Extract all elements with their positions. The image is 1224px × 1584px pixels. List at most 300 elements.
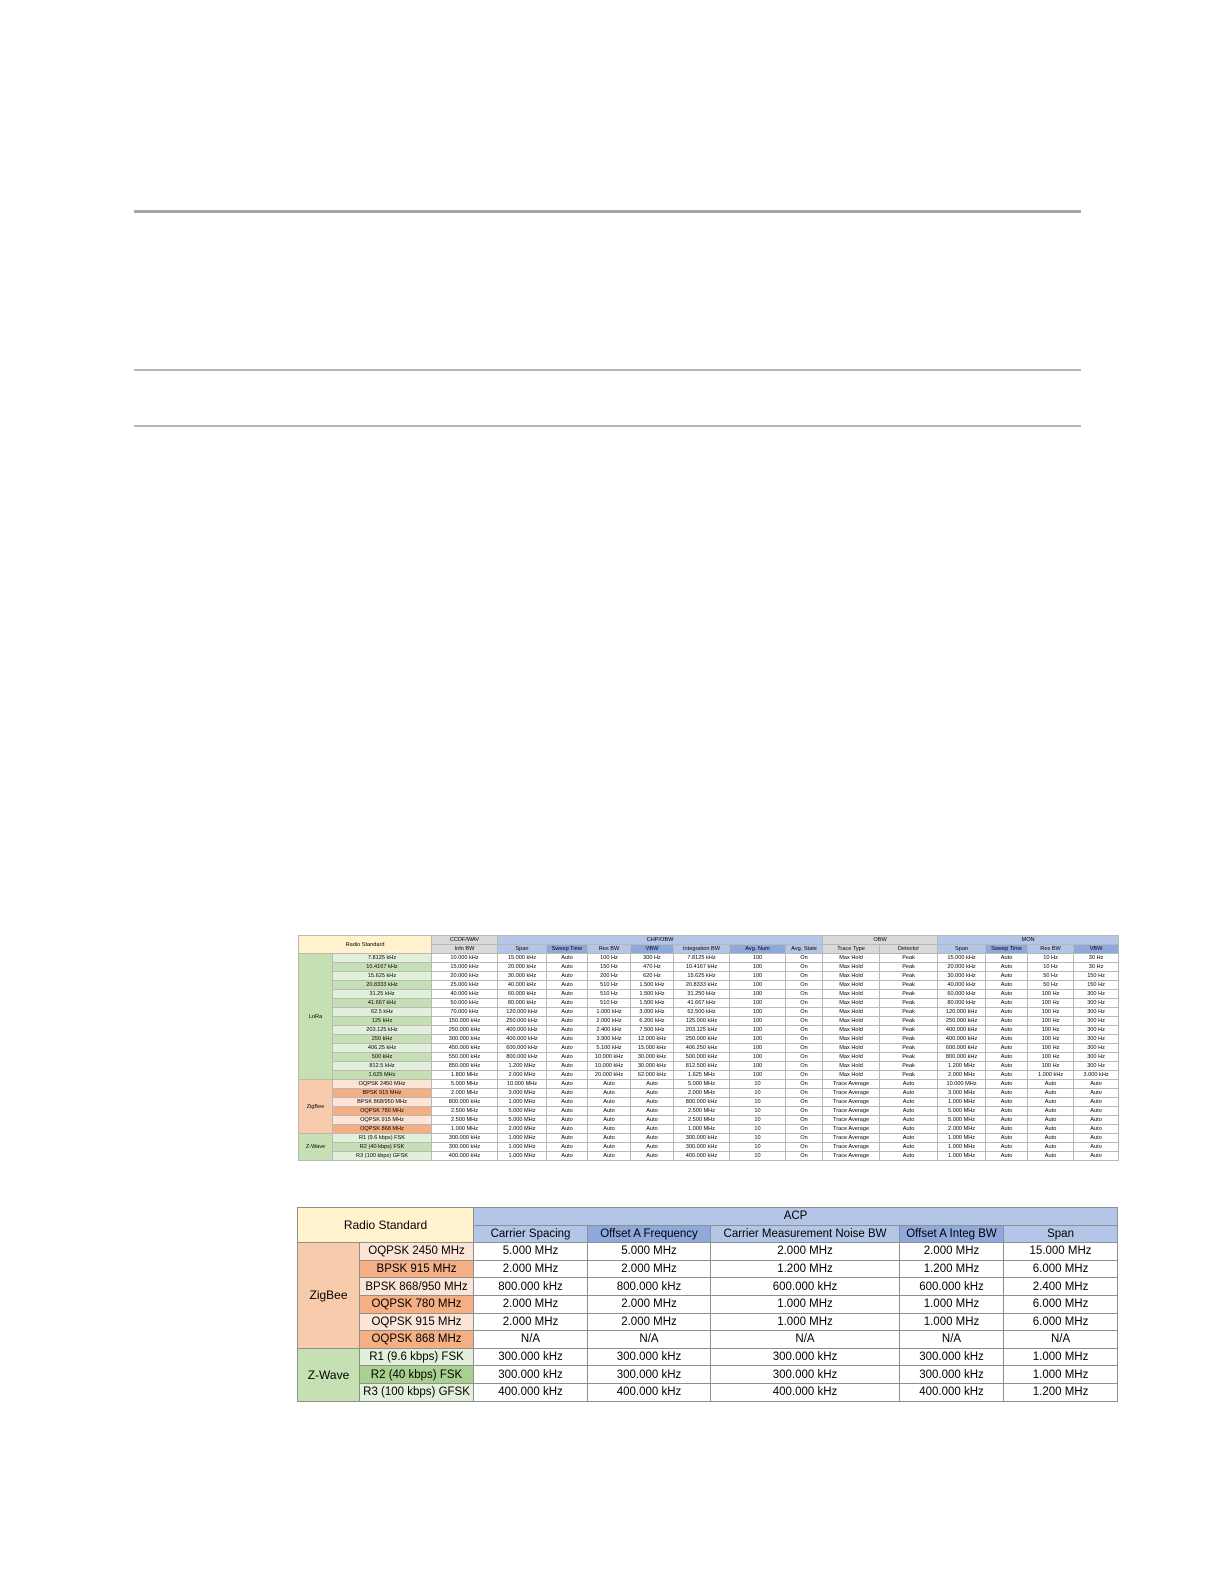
table-cell: 62.500 kHz (674, 1008, 730, 1017)
table-cell: Peak (880, 1062, 938, 1071)
table-cell: Auto (986, 1026, 1028, 1035)
table-cell: Trace Average (823, 1125, 880, 1134)
table-cell: Auto (588, 1125, 631, 1134)
table-cell: 15.625 kHz (674, 972, 730, 981)
row-label: 125 kHz (333, 1017, 432, 1026)
table-cell: Auto (631, 1134, 674, 1143)
col-header-res-bw: Res BW (588, 945, 631, 954)
table-cell: Trace Average (823, 1098, 880, 1107)
table-cell: Auto (1028, 1089, 1074, 1098)
row-label: OQPSK 2450 MHz (333, 1080, 432, 1089)
table-row (298, 1243, 1118, 1261)
table-cell: Peak (880, 954, 938, 963)
table-cell: Auto (986, 1152, 1028, 1161)
row-label: R2 (40 kbps) FSK (333, 1143, 432, 1152)
table-cell: 2.000 MHz (588, 1260, 711, 1278)
table-cell: 150.000 kHz (432, 1017, 498, 1026)
table-cell: 7.500 kHz (631, 1026, 674, 1035)
table-cell: On (786, 1008, 823, 1017)
table-cell: 2.500 MHz (674, 1116, 730, 1125)
table-cell: Trace Average (823, 1116, 880, 1125)
table-cell: 10 (730, 1116, 786, 1125)
table-cell: 100 (730, 1008, 786, 1017)
table-cell: Auto (986, 1143, 1028, 1152)
table-cell: Trace Average (823, 1143, 880, 1152)
table-cell: 1.000 MHz (674, 1125, 730, 1134)
table-cell: Trace Average (823, 1080, 880, 1089)
table-cell: 100 Hz (1028, 1017, 1074, 1026)
table-row (298, 1295, 1118, 1313)
table-cell: Auto (547, 999, 588, 1008)
table-cell: Auto (1074, 1152, 1119, 1161)
acp-radio-standard-header: Radio Standard (298, 1208, 474, 1243)
table-cell: 203.125 kHz (674, 1026, 730, 1035)
table-cell: N/A (1004, 1331, 1118, 1349)
table-cell: 60.000 kHz (498, 990, 547, 999)
table-cell: 800.000 kHz (474, 1278, 588, 1296)
table-cell: 800.000 kHz (588, 1278, 711, 1296)
table-cell: Auto (986, 990, 1028, 999)
table-cell: 250.000 kHz (674, 1035, 730, 1044)
table-cell: Auto (547, 954, 588, 963)
table-cell: Auto (986, 1098, 1028, 1107)
row-label: BPSK 915 MHz (360, 1260, 474, 1278)
table-cell: Auto (1074, 1098, 1119, 1107)
table-row (299, 1008, 1119, 1017)
table-cell: Peak (880, 1071, 938, 1080)
acp-col-header-span: Span (1004, 1225, 1118, 1243)
table-cell: 150 Hz (1074, 981, 1119, 990)
table-cell: Auto (547, 1152, 588, 1161)
table-cell: Max Hold (823, 1071, 880, 1080)
table-cell: On (786, 1062, 823, 1071)
col-header-avg-num: Avg. Num (730, 945, 786, 954)
table-cell: 1.200 MHz (1004, 1383, 1118, 1401)
table-cell: 2.000 MHz (938, 1125, 986, 1134)
table-cell: Auto (631, 1125, 674, 1134)
table-cell: Trace Average (823, 1134, 880, 1143)
table-cell: On (786, 1152, 823, 1161)
table-cell: Auto (631, 1107, 674, 1116)
acp-col-header-offset-a-integ-bw: Offset A Integ BW (900, 1225, 1004, 1243)
table-cell: Auto (880, 1080, 938, 1089)
table-cell: Auto (547, 1143, 588, 1152)
table-cell: Auto (1028, 1152, 1074, 1161)
table-cell: Auto (986, 1116, 1028, 1125)
table-cell: 300.000 kHz (711, 1366, 900, 1384)
row-label: 15.625 kHz (333, 972, 432, 981)
table-cell: Auto (547, 990, 588, 999)
table-cell: On (786, 1035, 823, 1044)
table-cell: 100 Hz (588, 954, 631, 963)
table-cell: 10 (730, 1125, 786, 1134)
table-cell: 5.000 MHz (674, 1080, 730, 1089)
table-cell: 120.000 kHz (498, 1008, 547, 1017)
group-header-mon: MON (938, 936, 1119, 945)
table-cell: 150 Hz (588, 963, 631, 972)
table-cell: Auto (547, 1017, 588, 1026)
table-row (299, 1089, 1119, 1098)
radio-standard-header: Radio Standard (299, 936, 432, 954)
table-row (299, 1098, 1119, 1107)
table-cell: 100 (730, 999, 786, 1008)
table-cell: Max Hold (823, 972, 880, 981)
table-cell: 3.000 MHz (498, 1089, 547, 1098)
table-cell: Auto (986, 981, 1028, 990)
table-cell: 2.000 MHz (674, 1089, 730, 1098)
table-cell: Auto (880, 1089, 938, 1098)
table-cell: 30.000 kHz (498, 972, 547, 981)
table-cell: 12.000 kHz (631, 1035, 674, 1044)
row-label: OQPSK 868 MHz (333, 1125, 432, 1134)
table-cell: 1.200 MHz (900, 1260, 1004, 1278)
table-cell: 3.000 MHz (938, 1089, 986, 1098)
table-cell: 62.000 kHz (631, 1071, 674, 1080)
table-cell: 2.000 MHz (498, 1071, 547, 1080)
table-cell: 1.000 MHz (498, 1134, 547, 1143)
table-cell: 1.000 MHz (498, 1143, 547, 1152)
table-cell: Auto (631, 1116, 674, 1125)
parameter-table (298, 935, 1119, 1161)
table-cell: Auto (547, 1116, 588, 1125)
table-cell: 600.000 kHz (711, 1278, 900, 1296)
table-row (299, 963, 1119, 972)
table-cell: 300 Hz (1074, 1044, 1119, 1053)
table-cell: 30 Hz (1074, 954, 1119, 963)
table-cell: 2.000 MHz (900, 1243, 1004, 1261)
table-cell: 250.000 kHz (432, 1026, 498, 1035)
table-cell: Auto (880, 1152, 938, 1161)
table-cell: 2.000 kHz (588, 1017, 631, 1026)
acp-col-header-carrier-spacing: Carrier Spacing (474, 1225, 588, 1243)
table-cell: 400.000 kHz (474, 1383, 588, 1401)
table-cell: N/A (474, 1331, 588, 1349)
group-header-obw: OBW (823, 936, 938, 945)
table-cell: On (786, 1089, 823, 1098)
table-cell: Auto (547, 1026, 588, 1035)
table-cell: 40.000 kHz (432, 990, 498, 999)
table-cell: 20.000 kHz (938, 963, 986, 972)
row-label: R2 (40 kbps) FSK (360, 1366, 474, 1384)
table-cell: Max Hold (823, 954, 880, 963)
table-cell: 1.000 kHz (588, 1008, 631, 1017)
table-cell: 1.000 MHz (938, 1143, 986, 1152)
table-cell: 100 (730, 963, 786, 972)
table-cell: Max Hold (823, 1035, 880, 1044)
table-cell: 20.8333 kHz (674, 981, 730, 990)
table-cell: 100 (730, 1017, 786, 1026)
acp-col-header-noise-bw: Carrier Measurement Noise BW (711, 1225, 900, 1243)
middle-rule (134, 369, 1081, 371)
table-cell: 300.000 kHz (711, 1348, 900, 1366)
table-cell: 400.000 kHz (498, 1026, 547, 1035)
table-cell: 300 Hz (1074, 1026, 1119, 1035)
table-cell: 20.000 kHz (588, 1071, 631, 1080)
row-label: 500 kHz (333, 1053, 432, 1062)
table-cell: 2.400 MHz (1004, 1278, 1118, 1296)
table-cell: 10 (730, 1143, 786, 1152)
table-cell: 300 Hz (1074, 1008, 1119, 1017)
table-cell: Auto (547, 1053, 588, 1062)
table-cell: 3.000 kHz (631, 1008, 674, 1017)
table-cell: N/A (711, 1331, 900, 1349)
table-row (299, 990, 1119, 999)
table-row (298, 1331, 1118, 1349)
table-cell: Auto (986, 1080, 1028, 1089)
group-header-row (299, 936, 1119, 945)
table-cell: 2.000 MHz (588, 1295, 711, 1313)
row-label: OQPSK 915 MHz (333, 1116, 432, 1125)
table-cell: 1.000 MHz (711, 1313, 900, 1331)
table-cell: On (786, 999, 823, 1008)
table-cell: 6.000 MHz (1004, 1313, 1118, 1331)
table-cell: 100 Hz (1028, 1044, 1074, 1053)
table-cell: 40.000 kHz (938, 981, 986, 990)
table-cell: 50.000 kHz (432, 999, 498, 1008)
table-cell: 400.000 kHz (674, 1152, 730, 1161)
table-cell: 2.000 MHz (711, 1243, 900, 1261)
table-cell: 450.000 kHz (432, 1044, 498, 1053)
table-cell: N/A (900, 1331, 1004, 1349)
table-cell: 1.000 MHz (900, 1313, 1004, 1331)
table-cell: Auto (986, 1134, 1028, 1143)
table-row (299, 972, 1119, 981)
table-cell: 1.000 kHz (1028, 1071, 1074, 1080)
table-cell: On (786, 1134, 823, 1143)
table-cell: 470 Hz (631, 963, 674, 972)
table-cell: Auto (547, 1089, 588, 1098)
table-row (299, 1053, 1119, 1062)
table-cell: 30.000 kHz (631, 1053, 674, 1062)
table-cell: 600.000 kHz (498, 1044, 547, 1053)
table-cell: 20.000 kHz (498, 963, 547, 972)
table-cell: 70.000 kHz (432, 1008, 498, 1017)
table-cell: 30.000 kHz (938, 972, 986, 981)
table-cell: On (786, 972, 823, 981)
table-cell: 100 Hz (1028, 1026, 1074, 1035)
col-header-vbw: VBW (631, 945, 674, 954)
table-cell: 3.900 kHz (588, 1035, 631, 1044)
row-label: OQPSK 915 MHz (360, 1313, 474, 1331)
table-cell: Auto (1074, 1125, 1119, 1134)
group-header-ccdf: CCDF/WAV (432, 936, 498, 945)
table-cell: 400.000 kHz (711, 1383, 900, 1401)
table-cell: 500.000 kHz (674, 1053, 730, 1062)
table-cell: 3.000 kHz (1074, 1071, 1119, 1080)
table-cell: 2.400 kHz (588, 1026, 631, 1035)
table-cell: 31.250 kHz (674, 990, 730, 999)
table-cell: Auto (588, 1098, 631, 1107)
table-row (299, 1017, 1119, 1026)
table-cell: Auto (986, 1107, 1028, 1116)
table-cell: 300.000 kHz (588, 1366, 711, 1384)
table-cell: Max Hold (823, 999, 880, 1008)
table-cell: Auto (547, 1134, 588, 1143)
table-row (299, 1026, 1119, 1035)
table-cell: 5.000 MHz (938, 1107, 986, 1116)
col-header-sweep-time: Sweep Time (547, 945, 588, 954)
table-cell: Peak (880, 1044, 938, 1053)
table-cell: Auto (986, 1008, 1028, 1017)
table-cell: 1.500 kHz (631, 990, 674, 999)
acp-group-header: ACP (474, 1208, 1118, 1226)
table-cell: 15.000 kHz (498, 954, 547, 963)
table-cell: 15.000 kHz (631, 1044, 674, 1053)
table-cell: 6.000 MHz (1004, 1260, 1118, 1278)
table-cell: Max Hold (823, 1026, 880, 1035)
table-cell: On (786, 1080, 823, 1089)
table-cell: Auto (588, 1089, 631, 1098)
table-cell: Trace Average (823, 1152, 880, 1161)
table-cell: 100 (730, 1071, 786, 1080)
table-cell: Auto (547, 1044, 588, 1053)
table-row (299, 981, 1119, 990)
table-cell: 250.000 kHz (498, 1017, 547, 1026)
row-label: 812.5 kHz (333, 1062, 432, 1071)
table-cell: Auto (880, 1098, 938, 1107)
table-cell: Peak (880, 990, 938, 999)
table-cell: Auto (986, 1062, 1028, 1071)
table-cell: Auto (631, 1152, 674, 1161)
table-cell: Peak (880, 1008, 938, 1017)
table-cell: 300.000 kHz (474, 1366, 588, 1384)
table-cell: 300 Hz (1074, 1062, 1119, 1071)
row-label: 20.8333 kHz (333, 981, 432, 990)
table-cell: 400.000 kHz (588, 1383, 711, 1401)
table-cell: Auto (986, 1089, 1028, 1098)
table-cell: Auto (880, 1125, 938, 1134)
table-cell: Auto (588, 1080, 631, 1089)
row-label: 31.25 kHz (333, 990, 432, 999)
col-header-mon-span: Span (938, 945, 986, 954)
table-cell: 800.000 kHz (674, 1098, 730, 1107)
table-cell: 1.000 MHz (432, 1125, 498, 1134)
table-cell: Auto (1028, 1125, 1074, 1134)
row-label: OQPSK 868 MHz (360, 1331, 474, 1349)
table-row (299, 1062, 1119, 1071)
table-cell: Auto (880, 1134, 938, 1143)
table-cell: 20.000 kHz (432, 972, 498, 981)
table-cell: 7.8125 kHz (674, 954, 730, 963)
table-cell: 100 Hz (1028, 1062, 1074, 1071)
table-cell: 2.000 MHz (474, 1313, 588, 1331)
table-cell: 510 Hz (588, 981, 631, 990)
table-cell: On (786, 963, 823, 972)
section-label: Z-Wave (298, 1348, 360, 1401)
table-cell: 10.000 kHz (432, 954, 498, 963)
table-cell: 100 Hz (1028, 1035, 1074, 1044)
table-row (298, 1383, 1118, 1401)
table-cell: 800.000 kHz (432, 1098, 498, 1107)
table-cell: 100 (730, 1035, 786, 1044)
table-cell: Auto (588, 1134, 631, 1143)
table-cell: Auto (588, 1152, 631, 1161)
table-cell: 2.500 MHz (432, 1116, 498, 1125)
table-cell: Peak (880, 999, 938, 1008)
table-cell: Auto (986, 1035, 1028, 1044)
section-label: ZigBee (298, 1243, 360, 1349)
table-row (299, 1080, 1119, 1089)
table-cell: 30 Hz (1074, 963, 1119, 972)
row-label: 41.667 kHz (333, 999, 432, 1008)
table-cell: Max Hold (823, 1062, 880, 1071)
table-cell: 400.000 kHz (938, 1035, 986, 1044)
table-cell: Trace Average (823, 1089, 880, 1098)
table-cell: Auto (986, 954, 1028, 963)
table-cell: 1.800 MHz (432, 1071, 498, 1080)
table-row (299, 1044, 1119, 1053)
table-cell: 100 Hz (1028, 990, 1074, 999)
table-row (298, 1366, 1118, 1384)
table-cell: 812.500 kHz (674, 1062, 730, 1071)
table-cell: 800.000 kHz (938, 1053, 986, 1062)
table-cell: 10 Hz (1028, 954, 1074, 963)
table-cell: 2.500 MHz (432, 1107, 498, 1116)
table-cell: Auto (547, 1062, 588, 1071)
table-cell: 10.000 MHz (938, 1080, 986, 1089)
table-cell: 300.000 kHz (432, 1143, 498, 1152)
table-cell: Auto (1028, 1107, 1074, 1116)
parameter-table-body (299, 954, 1119, 1161)
table-cell: 1.500 kHz (631, 981, 674, 990)
table-cell: 50 Hz (1028, 972, 1074, 981)
table-cell: 300 Hz (1074, 1035, 1119, 1044)
table-row (298, 1260, 1118, 1278)
table-cell: Auto (1028, 1080, 1074, 1089)
table-cell: 1.200 MHz (711, 1260, 900, 1278)
table-row (299, 1134, 1119, 1143)
table-row (299, 1071, 1119, 1080)
table-row (299, 1116, 1119, 1125)
table-row (299, 1152, 1119, 1161)
table-cell: Auto (547, 972, 588, 981)
table-cell: 400.000 kHz (498, 1035, 547, 1044)
table-cell: Auto (1028, 1098, 1074, 1107)
table-cell: Auto (631, 1080, 674, 1089)
table-cell: 300 Hz (1074, 1053, 1119, 1062)
col-header-span: Span (498, 945, 547, 954)
table-cell: On (786, 1044, 823, 1053)
table-cell: 5.000 MHz (498, 1107, 547, 1116)
group-header-chp: CHP/OBW (498, 936, 823, 945)
col-header-integration-bw: Integration BW (674, 945, 730, 954)
table-cell: Auto (986, 1053, 1028, 1062)
table-cell: Peak (880, 1017, 938, 1026)
table-cell: 100 (730, 990, 786, 999)
table-cell: 550.000 kHz (432, 1053, 498, 1062)
table-cell: 5.000 MHz (588, 1243, 711, 1261)
table-cell: 10 (730, 1152, 786, 1161)
row-label: BPSK 868/950 MHz (333, 1098, 432, 1107)
table-cell: 300.000 kHz (432, 1134, 498, 1143)
table-cell: 200 Hz (588, 972, 631, 981)
table-cell: On (786, 1125, 823, 1134)
table-cell: 300 Hz (1074, 999, 1119, 1008)
table-cell: 5.000 MHz (498, 1116, 547, 1125)
table-cell: Peak (880, 981, 938, 990)
table-cell: 1.200 MHz (938, 1062, 986, 1071)
acp-col-header-offset-a-frequency: Offset A Frequency (588, 1225, 711, 1243)
table-cell: 30.000 kHz (631, 1062, 674, 1071)
table-cell: On (786, 1116, 823, 1125)
table-cell: Auto (547, 1071, 588, 1080)
table-cell: On (786, 1107, 823, 1116)
table-cell: 10 (730, 1107, 786, 1116)
table-cell: Max Hold (823, 1008, 880, 1017)
table-cell: 10.000 kHz (588, 1053, 631, 1062)
row-label: 62.5 kHz (333, 1008, 432, 1017)
table-cell: 5.000 MHz (938, 1116, 986, 1125)
